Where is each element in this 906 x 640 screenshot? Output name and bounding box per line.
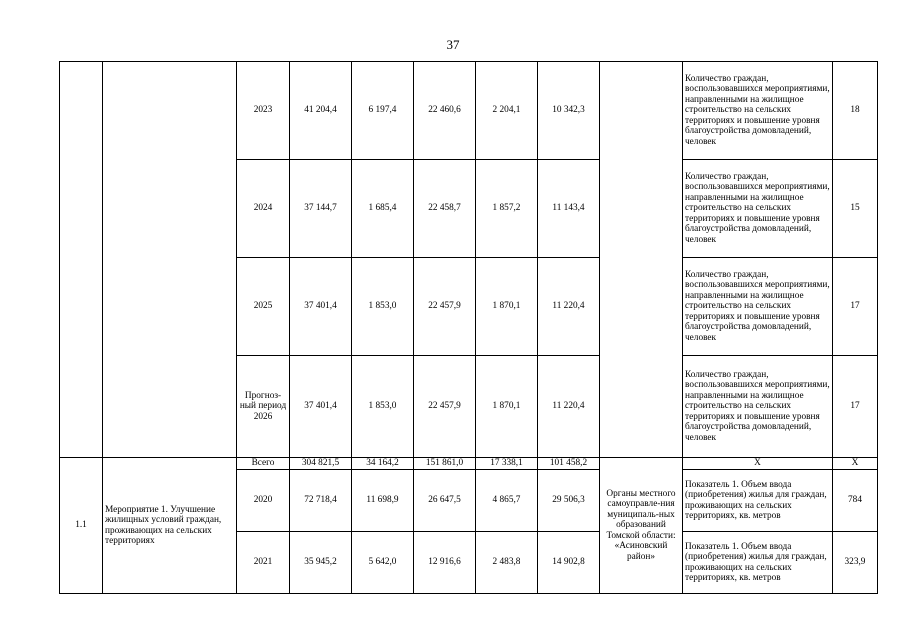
amount-cell: 10 342,3 [538,62,600,160]
indicator-cell: Количество граждан, воспользовавшихся мероприятиями, направленными на жилищное строительство на сельских территориях и повышение уровня благоустройства домовладений, человек [683,62,833,160]
page-number: 37 [446,37,460,52]
amount-cell: 2 204,1 [476,62,538,160]
indicator-value-cell: 17 [833,258,878,356]
year-cell: 2025 [237,258,290,356]
indicator-value-cell: 17 [833,356,878,458]
total-cell: 35 945,2 [290,532,352,594]
indicator-cell: Количество граждан, воспользовавшихся мероприятиями, направленными на жилищное строительство на сельских территориях и повышение уровня благоустройства домовладений, человек [683,258,833,356]
amount-cell: 1 853,0 [352,356,414,458]
amount-cell: 151 861,0 [414,458,476,470]
amount-cell: 17 338,1 [476,458,538,470]
amount-cell: 22 460,6 [414,62,476,160]
amount-cell: 29 506,3 [538,470,600,532]
table-row [60,62,878,160]
indicator-cell: Количество граждан, воспользовавшихся мероприятиями, направленными на жилищное строительство на сельских территориях и повышение уровня благоустройства домовладений, человек [683,160,833,258]
indicator-value-cell: 15 [833,160,878,258]
year-cell: Всего [237,458,290,470]
total-cell: 72 718,4 [290,470,352,532]
measure-number: 1.1 [60,458,103,594]
amount-cell: 2 483,8 [476,532,538,594]
amount-cell: 1 685,4 [352,160,414,258]
executor-cell: Органы местного самоуправле-ния муниципаль-ных образований Томской области: «Асиновский район» [600,458,683,594]
amount-cell: 34 164,2 [352,458,414,470]
year-cell: 2023 [237,62,290,160]
indicator-cell: Показатель 1. Объем ввода (приобретения) жилья для граждан, проживающих на сельских территориях, кв. метров [683,470,833,532]
executor-cell-empty [600,62,683,458]
amount-cell: 5 642,0 [352,532,414,594]
amount-cell: 1 870,1 [476,258,538,356]
amount-cell: 26 647,5 [414,470,476,532]
year-cell: 2020 [237,470,290,532]
amount-cell: 11 698,9 [352,470,414,532]
measure-total-row [60,458,878,470]
program-table [59,61,878,594]
amount-cell: 11 220,4 [538,258,600,356]
year-cell: 2021 [237,532,290,594]
total-cell: 37 144,7 [290,160,352,258]
amount-cell: 1 853,0 [352,258,414,356]
total-cell: 41 204,4 [290,62,352,160]
indicator-value-cell: 323,9 [833,532,878,594]
indicator-value-cell: 18 [833,62,878,160]
amount-cell: 101 458,2 [538,458,600,470]
amount-cell: 14 902,8 [538,532,600,594]
amount-cell: 6 197,4 [352,62,414,160]
year-cell: 2024 [237,160,290,258]
year-cell: Прогноз-ный период 2026 [237,356,290,458]
amount-cell: 22 458,7 [414,160,476,258]
indicator-cell: Показатель 1. Объем ввода (приобретения) жилья для граждан, проживающих на сельских территориях, кв. метров [683,532,833,594]
indicator-cell: X [683,458,833,470]
amount-cell: 22 457,9 [414,356,476,458]
indicator-value-cell: X [833,458,878,470]
number-cell-empty [60,62,103,458]
name-cell-empty [103,62,237,458]
amount-cell: 11 220,4 [538,356,600,458]
total-cell: 304 821,5 [290,458,352,470]
total-cell: 37 401,4 [290,356,352,458]
amount-cell: 1 857,2 [476,160,538,258]
amount-cell: 1 870,1 [476,356,538,458]
measure-name: Мероприятие 1. Улучшение жилищных условий граждан, проживающих на сельских территориях [103,458,237,594]
amount-cell: 11 143,4 [538,160,600,258]
total-cell: 37 401,4 [290,258,352,356]
indicator-cell: Количество граждан, воспользовавшихся мероприятиями, направленными на жилищное строительство на сельских территориях и повышение уровня благоустройства домовладений, человек [683,356,833,458]
amount-cell: 12 916,6 [414,532,476,594]
amount-cell: 22 457,9 [414,258,476,356]
indicator-value-cell: 784 [833,470,878,532]
amount-cell: 4 865,7 [476,470,538,532]
